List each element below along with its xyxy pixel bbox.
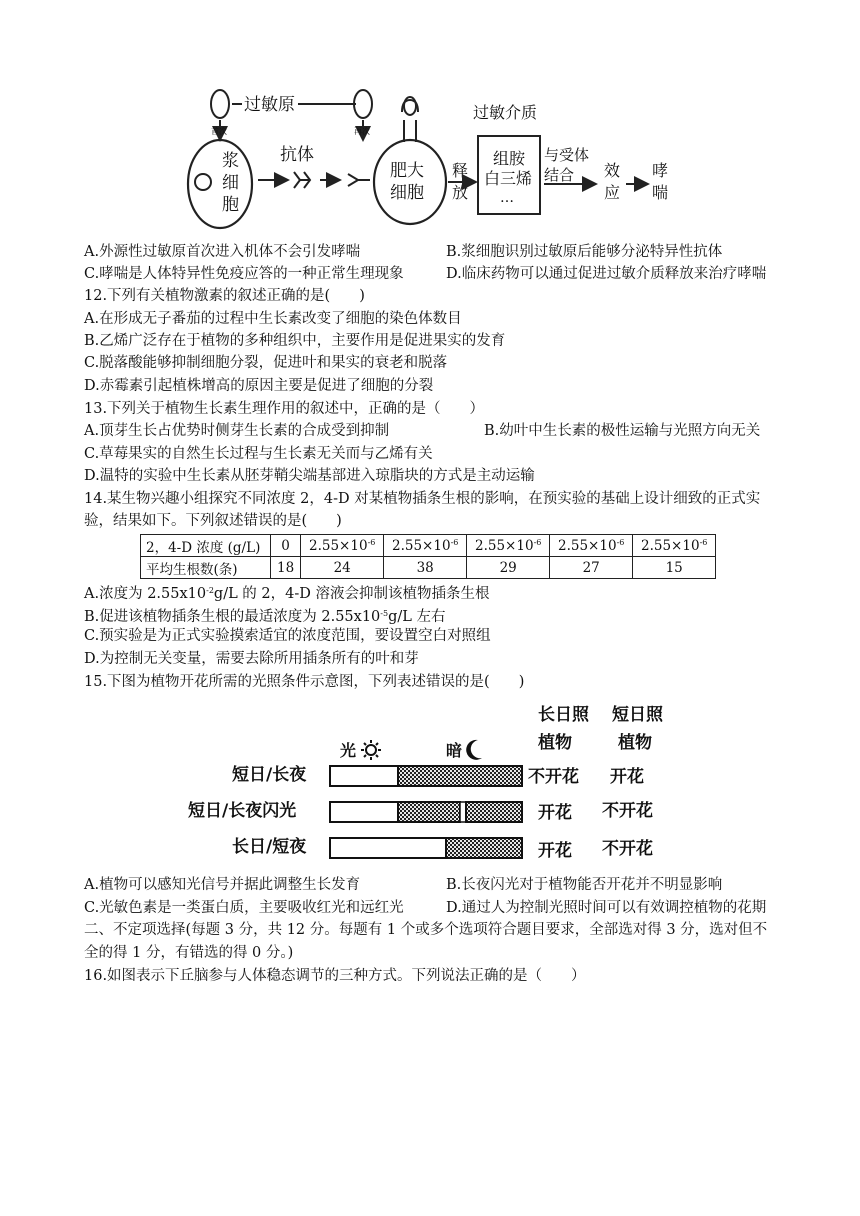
table-row-label: 2，4-D 浓度 (g/L) xyxy=(141,535,271,557)
q11-option-b: B.浆细胞识别过敏原后能够分泌特异性抗体 xyxy=(446,244,723,260)
q11-option-d: D.临床药物可以通过促进过敏介质释放来治疗哮喘 xyxy=(446,266,767,282)
q13-stem: 13.下列关于植物生长素生理作用的叙述中，正确的是（ ） xyxy=(84,401,485,417)
q14-stem-line2: 验，结果如下。下列叙述错误的是( ) xyxy=(84,513,342,529)
svg-text:不开花: 不开花 xyxy=(528,767,579,787)
q11-option-c: C.哮喘是人体特异性免疫应答的一种正常生理现象 xyxy=(84,266,404,282)
q13-option-b: B.幼叶中生长素的极性运输与光照方向无关 xyxy=(484,423,761,439)
svg-text:浆: 浆 xyxy=(222,151,239,171)
q12-option-a: A.在形成无子番茄的过程中生长素改变了细胞的染色体数目 xyxy=(84,311,462,327)
antibody-label: 抗体 xyxy=(280,145,314,165)
moon-icon xyxy=(466,740,482,760)
q12-stem: 12.下列有关植物激素的叙述正确的是( ) xyxy=(84,288,365,304)
svg-text:应: 应 xyxy=(604,183,621,202)
photoperiod-diagram xyxy=(180,698,690,868)
table-row-label: 平均生根数(条) xyxy=(141,557,271,579)
svg-text:组胺: 组胺 xyxy=(493,149,526,168)
sun-icon xyxy=(361,740,381,760)
mediator-title: 过敏介质 xyxy=(473,103,538,122)
svg-text:白三烯: 白三烯 xyxy=(484,169,533,188)
svg-text:胞: 胞 xyxy=(222,195,239,215)
svg-text:喘: 喘 xyxy=(652,183,669,202)
svg-text:结合: 结合 xyxy=(544,166,575,184)
row-label: 短日/长夜 xyxy=(232,765,307,785)
svg-text:短日照: 短日照 xyxy=(612,705,663,725)
table-cell: 0 xyxy=(271,535,301,557)
section2-heading-line1: 二、不定项选择(每题 3 分，共 12 分。每题有 1 个或多个选项符合题目要求，全部选对得 3 分，选对但不 xyxy=(84,922,768,938)
q15-option-a: A.植物可以感知光信号并据此调整生长发育 xyxy=(84,877,361,893)
allergen-oval-first xyxy=(211,90,229,118)
table-cell: $2.55\times 10^{-6}$ xyxy=(633,535,716,557)
allergen-oval-second xyxy=(354,90,372,118)
table-cell: 18 xyxy=(271,557,301,579)
q12-option-d: D.赤霉素引起植株增高的原因主要是促进了细胞的分裂 xyxy=(84,378,434,394)
row-label: 短日/长夜闪光 xyxy=(188,801,297,821)
q15-option-d: D.通过人为控制光照时间可以有效调控植物的花期 xyxy=(446,900,767,916)
dark-label: 暗 xyxy=(446,741,463,760)
table-row xyxy=(141,535,716,557)
q15-stem: 15.下图为植物开花所需的光照条件示意图，下列表述错误的是( ) xyxy=(84,674,525,690)
table-cell: $2.55\times 10^{-6}$ xyxy=(467,535,550,557)
table-cell: $2.55\times 10^{-6}$ xyxy=(301,535,384,557)
antibody-y-icon xyxy=(294,172,310,188)
q14-option-c: C.预实验是为正式实验摸索适宜的浓度范围，要设置空白对照组 xyxy=(84,628,491,644)
svg-text:不开花: 不开花 xyxy=(602,801,653,821)
svg-text:开花: 开花 xyxy=(610,767,644,787)
svg-text:放: 放 xyxy=(452,183,469,202)
mast-cell xyxy=(374,140,446,224)
svg-text:哮: 哮 xyxy=(652,161,669,180)
svg-text:细胞: 细胞 xyxy=(390,183,424,203)
table-cell: 29 xyxy=(467,557,550,579)
plasma-cell xyxy=(188,140,252,228)
svg-text:肥大: 肥大 xyxy=(390,161,424,181)
allergy-diagram xyxy=(180,84,680,234)
row-label: 长日/短夜 xyxy=(232,837,307,857)
first-time-label: 首次 xyxy=(211,127,227,136)
svg-text:释: 释 xyxy=(452,161,469,180)
svg-text:…: … xyxy=(500,190,514,206)
q14-stem-line1: 14.某生物兴趣小组探究不同浓度 2，4-D 对某植物插条生根的影响，在预实验的基础上设计细致的正式实 xyxy=(84,491,761,507)
table-cell: 27 xyxy=(550,557,633,579)
table-cell: 24 xyxy=(301,557,384,579)
svg-text:细: 细 xyxy=(222,173,239,193)
q15-option-c: C.光敏色素是一类蛋白质，主要吸收红光和远红光 xyxy=(84,900,404,916)
svg-text:不开花: 不开花 xyxy=(602,839,653,859)
q13-option-c: C.草莓果实的自然生长过程与生长素无关而与乙烯有关 xyxy=(84,446,433,462)
svg-text:长日照: 长日照 xyxy=(538,705,589,725)
table-cell: 15 xyxy=(633,557,716,579)
q13-option-a: A.顶芽生长占优势时侧芽生长素的合成受到抑制 xyxy=(84,423,390,439)
svg-text:开花: 开花 xyxy=(538,803,572,823)
table-cell: 38 xyxy=(384,557,467,579)
svg-text:开花: 开花 xyxy=(538,841,572,861)
allergen-label: 过敏原 xyxy=(244,95,295,115)
table-cell: $2.55\times 10^{-6}$ xyxy=(550,535,633,557)
table-row xyxy=(141,557,716,579)
q14-data-table xyxy=(140,534,716,579)
section2-heading-line2: 全的得 1 分，有错选的得 0 分。) xyxy=(84,945,294,961)
svg-text:植物: 植物 xyxy=(538,733,572,753)
q16-stem: 16.如图表示下丘脑参与人体稳态调节的三种方式。下列说法正确的是（ ） xyxy=(84,968,586,984)
second-time-label: 再次 xyxy=(354,127,370,136)
q12-option-b: B.乙烯广泛存在于植物的多种组织中，主要作用是促进果实的发育 xyxy=(84,333,506,349)
q12-option-c: C.脱落酸能够抑制细胞分裂，促进叶和果实的衰老和脱落 xyxy=(84,355,448,371)
q14-option-b: B.促进该植物插条生根的最适浓度为 $2.55x10^{-5}g/L$ 左右 xyxy=(84,609,446,625)
q13-option-d: D.温特的实验中生长素从胚芽鞘尖端基部进入琼脂块的方式是主动运输 xyxy=(84,468,535,484)
svg-text:效: 效 xyxy=(604,161,621,180)
q14-option-d: D.为控制无关变量，需要去除所用插条所有的叶和芽 xyxy=(84,651,419,667)
svg-text:与受体: 与受体 xyxy=(544,146,590,164)
q11-option-a: A.外源性过敏原首次进入机体不会引发哮喘 xyxy=(84,244,361,260)
svg-text:植物: 植物 xyxy=(618,733,652,753)
q14-option-a: A.浓度为 $2.55x10^{-2}g/L$ 的 2，4-D 溶液会抑制该植物插条生根 xyxy=(84,586,490,602)
q15-option-b: B.长夜闪光对于植物能否开花并不明显影响 xyxy=(446,877,723,893)
light-label: 光 xyxy=(340,741,357,760)
table-cell: $2.55\times 10^{-6}$ xyxy=(384,535,467,557)
